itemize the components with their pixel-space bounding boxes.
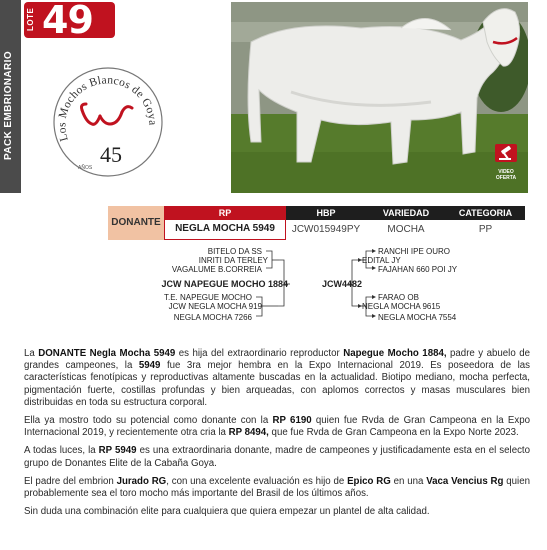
pedigree-sire-sire: INRITI DA TERLEY (198, 256, 268, 265)
text-run: Ella ya mostro todo su potencial como donante con la (24, 415, 273, 427)
text-run: A todas luces, la (24, 445, 99, 457)
text-run: Sin duda una combinación elite para cualquiera que quiera empezar un plantel de alta calidad. (24, 506, 430, 518)
text-run: quien probablemente sea el toro mocho más importante del Brasil de los últimos años. (24, 475, 530, 500)
paragraph-1 (24, 348, 530, 409)
donor-photo (231, 2, 528, 193)
pedigree-dam-sire-dam: FAJAHAN 660 POI JY (378, 265, 458, 274)
cabana-logo (52, 66, 164, 178)
text-run: quien fue Rvda de Gran Campeona en la Expo Internacional 2019, y recientemente otra cria la (24, 415, 531, 439)
paragraph-2 (24, 415, 530, 439)
pedigree-sire-sire-sire: BITELO DA SS (207, 247, 262, 256)
pedigree-sire-dam: JCW NEGLA MOCHA 919 (168, 302, 262, 311)
donor-table (108, 206, 525, 240)
bold-run: Napegue Mocho 1884, (343, 348, 447, 359)
lote-number: 49 (42, 0, 93, 42)
video-badge-line1: VIDEO (498, 169, 514, 175)
side-band-label: PACK EMBRIONARIO (3, 51, 14, 160)
text-run: La (24, 348, 39, 359)
variedad-header: VARIEDAD (366, 206, 446, 220)
video-badge-line2: OFERTA (495, 175, 517, 181)
pedigree-dam-dam-sire: FARAO OB (378, 293, 419, 302)
pedigree-sire-sire-dam: VAGALUME B.CORREIA (171, 265, 262, 274)
logo-years: 45 (100, 142, 122, 167)
bold-run: RP 8494, (228, 427, 269, 439)
bold-run: Epico RG (347, 475, 391, 487)
pedigree-sire: JCW NAPEGUE MOCHO 1884 (161, 279, 288, 289)
hbp-value: JCW015949PY (291, 224, 361, 235)
paragraph-5 (24, 506, 530, 518)
lote-badge (24, 0, 115, 42)
bold-run: DONANTE Negla Mocha 5949 (38, 348, 176, 359)
rp-header: RP (164, 206, 286, 220)
text-run: es una extraordinaria donante, madre de campeones y justificadamente esta en el selecto grupo de Donantes Elite de la Cabaña Goya. (24, 445, 530, 469)
auction-gavel-icon (493, 142, 519, 164)
categoria-header: CATEGORIA (446, 206, 525, 220)
text-run: padre y abuelo de grandes campeones, la (24, 348, 530, 372)
pedigree-dam-dam: NEGLA MOCHA 9615 (362, 302, 441, 311)
donante-label: DONANTE (108, 206, 164, 240)
text-run: es hija del extraordinario reproductor (175, 348, 344, 359)
pedigree-sire-dam-sire: T.E. NAPEGUE MOCHO (163, 293, 252, 302)
logo-years-label: AÑOS (78, 165, 93, 171)
categoria-value: PP (478, 224, 493, 235)
pedigree-dam-sire-sire: RANCHI IPE OURO (378, 247, 451, 256)
text-run: El padre del embrion (24, 475, 117, 487)
hbp-header: HBP (286, 206, 366, 220)
bold-run: Jurado RG (116, 475, 167, 487)
text-run: en una (390, 475, 427, 487)
pedigree-sire-dam-dam: NEGLA MOCHA 7266 (173, 313, 252, 322)
pedigree-dam-dam-dam: NEGLA MOCHA 7554 (378, 313, 457, 322)
bold-run: RP 5949 (98, 445, 137, 457)
video-offer-badge[interactable] (492, 142, 520, 181)
variedad-value: MOCHA (387, 224, 425, 235)
paragraph-4 (24, 476, 530, 500)
bold-run: Vaca Vencius Rg (426, 475, 504, 487)
text-run: que fue Rvda de Gran Campeona en la Expo Norte 2023. (268, 427, 519, 439)
bold-run: 5949 (138, 360, 161, 372)
logo-arc-text: Los Mochos Blancos de Goya (56, 74, 159, 143)
rp-value: NEGLA MOCHA 5949 (164, 220, 286, 240)
text-run: fue 3ra mejor hembra en la Expo Internacional 2019. Es poseedora de las características fenotípicas y reproductivas altamente buscadas en la actualidad. Biotipo mediano, mocha perfecta, pigmentación fuerte, costillas profundas y bien arqueadas, con aplomos correctos y masas musculares bien distribuidas en toda su estructura corporal. (24, 360, 531, 408)
lote-label: LOTE (26, 7, 35, 31)
pedigree-dam: JCW4482 (322, 279, 363, 289)
cow-illustration (231, 2, 528, 193)
text-run: , con una excelente evaluación es hijo de (166, 475, 348, 487)
bold-run: RP 6190 (272, 415, 312, 427)
description (24, 348, 530, 524)
pedigree (150, 244, 480, 330)
paragraph-3 (24, 445, 530, 469)
side-band (0, 0, 21, 193)
pedigree-dam-sire: EDITAL JY (362, 256, 401, 265)
